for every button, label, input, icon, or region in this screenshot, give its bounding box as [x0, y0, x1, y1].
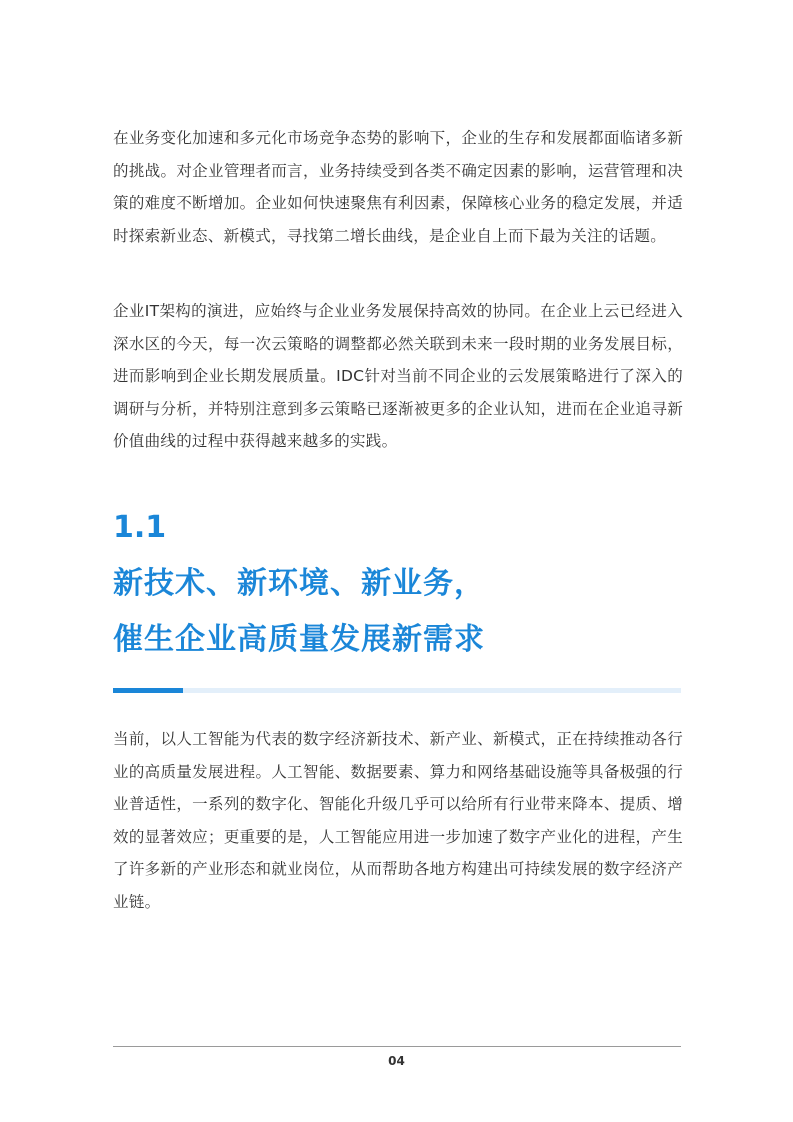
intro-paragraph-1: 在业务变化加速和多元化市场竞争态势的影响下，企业的生存和发展都面临诸多新的挑战。对企业管理者而言，业务持续受到各类不确定因素的影响，运营管理和决策的难度不断增加。企业如何快速聚焦有利因素，保障核心业务的稳定发展，并适时探索新业态、新模式，寻找第二增长曲线，是企业自上而下最为关注的话题。 — [113, 129, 683, 245]
section-divider — [113, 688, 681, 693]
footer-rule — [113, 1046, 681, 1047]
section-title-line-1: 新技术、新环境、新业务， — [113, 566, 485, 601]
section-number: 1.1 — [113, 510, 167, 545]
section-divider-accent — [113, 688, 183, 693]
intro-paragraph-2: 企业IT架构的演进，应始终与企业业务发展保持高效的协同。在企业上云已经进入深水区的今天，每一次云策略的调整都必然关联到未来一段时期的业务发展目标，进而影响到企业长期发展质量。IDC针对当前不同企业的云发展策略进行了深入的调研与分析，并特别注意到多云策略已逐渐被更多的企业认知，进而在企业追寻新价值曲线的过程中获得越来越多的实践。 — [113, 302, 683, 450]
section-title-line-2: 催生企业高质量发展新需求 — [113, 622, 485, 657]
page-number: 04 — [388, 1054, 405, 1068]
section-paragraph: 当前，以人工智能为代表的数字经济新技术、新产业、新模式，正在持续推动各行业的高质量发展进程。人工智能、数据要素、算力和网络基础设施等具备极强的行业普适性，一系列的数字化、智能化升级几乎可以给所有行业带来降本、提质、增效的显著效应；更重要的是，人工智能应用进一步加速了数字产业化的进程，产生了许多新的产业形态和就业岗位，从而帮助各地方构建出可持续发展的数字经济产业链。 — [113, 730, 683, 911]
